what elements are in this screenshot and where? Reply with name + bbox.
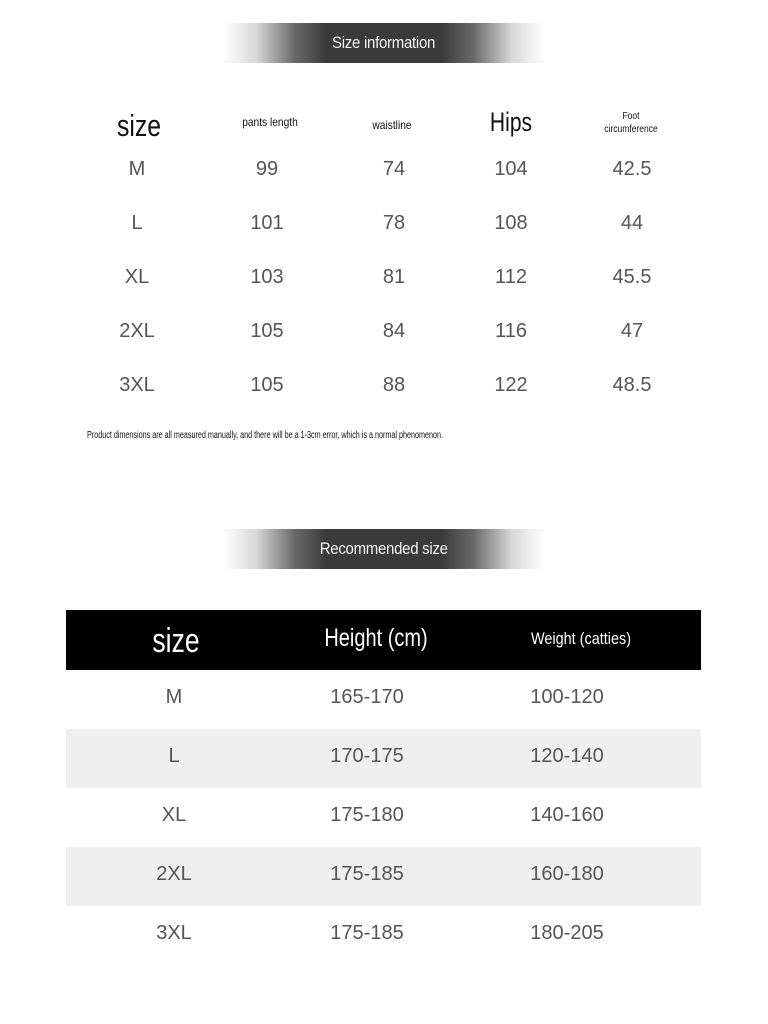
header-foot-circumference — [604, 110, 657, 136]
recommended-size-banner — [224, 529, 544, 569]
row-pants-length: 103 — [250, 266, 284, 288]
row-pants-length: 99 — [255, 158, 279, 180]
size-information-banner — [224, 23, 544, 63]
size-information-title: Size information — [332, 33, 436, 52]
row-foot: 44 — [620, 212, 644, 234]
row-weight: 140-160 — [530, 804, 604, 826]
row-hips: 108 — [494, 212, 528, 234]
row-hips: 122 — [494, 374, 528, 396]
row-size: L — [168, 745, 180, 767]
header-pants-length: pants length — [242, 115, 298, 129]
row-size: XL — [161, 804, 187, 826]
row-height: 175-185 — [330, 922, 404, 944]
row-height: 165-170 — [330, 686, 404, 708]
row-size: 2XL — [156, 863, 192, 885]
table-row — [66, 906, 701, 965]
row-foot: 48.5 — [612, 374, 652, 396]
header-waistline: waistline — [372, 118, 412, 132]
table-row — [66, 670, 701, 729]
recommended-size-table — [66, 610, 701, 965]
table-row — [66, 847, 701, 906]
row-size: XL — [124, 266, 150, 288]
row-foot: 47 — [620, 320, 644, 342]
header-foot-line2: circumference — [604, 124, 658, 135]
row-hips: 104 — [494, 158, 528, 180]
recommended-size-title: Recommended size — [320, 539, 448, 558]
table-header — [66, 610, 701, 670]
row-waistline: 84 — [382, 320, 406, 342]
row-height: 175-185 — [330, 863, 404, 885]
row-height: 170-175 — [330, 745, 404, 767]
header-weight: Weight (catties) — [530, 629, 632, 648]
row-size: 3XL — [156, 922, 192, 944]
table-row — [66, 788, 701, 847]
row-size: 2XL — [119, 320, 155, 342]
table-row — [66, 729, 701, 788]
header-hips: Hips — [489, 107, 533, 137]
row-weight: 180-205 — [530, 922, 604, 944]
row-foot: 45.5 — [612, 266, 652, 288]
row-pants-length: 105 — [250, 374, 284, 396]
row-height: 175-180 — [330, 804, 404, 826]
header-size: size — [116, 108, 162, 143]
row-hips: 116 — [495, 320, 527, 342]
row-size: M — [128, 158, 146, 180]
row-size: L — [131, 212, 143, 234]
row-weight: 160-180 — [530, 863, 604, 885]
row-foot: 42.5 — [612, 158, 652, 180]
header-foot-line1: Foot — [622, 111, 640, 122]
row-waistline: 78 — [382, 212, 406, 234]
row-weight: 120-140 — [530, 745, 604, 767]
row-pants-length: 105 — [250, 320, 284, 342]
row-size: 3XL — [119, 374, 155, 396]
header-height: Height (cm) — [324, 624, 428, 652]
header-size: size — [152, 622, 200, 660]
row-waistline: 88 — [382, 374, 406, 396]
row-size: M — [165, 686, 183, 708]
row-waistline: 81 — [382, 266, 406, 288]
row-waistline: 74 — [382, 158, 406, 180]
row-hips: 112 — [495, 266, 527, 288]
measurement-note: Product dimensions are all measured manually, and there will be a 1-3cm error, which is a normal phenomenon. — [87, 430, 444, 441]
row-weight: 100-120 — [530, 686, 604, 708]
row-pants-length: 101 — [250, 212, 284, 234]
